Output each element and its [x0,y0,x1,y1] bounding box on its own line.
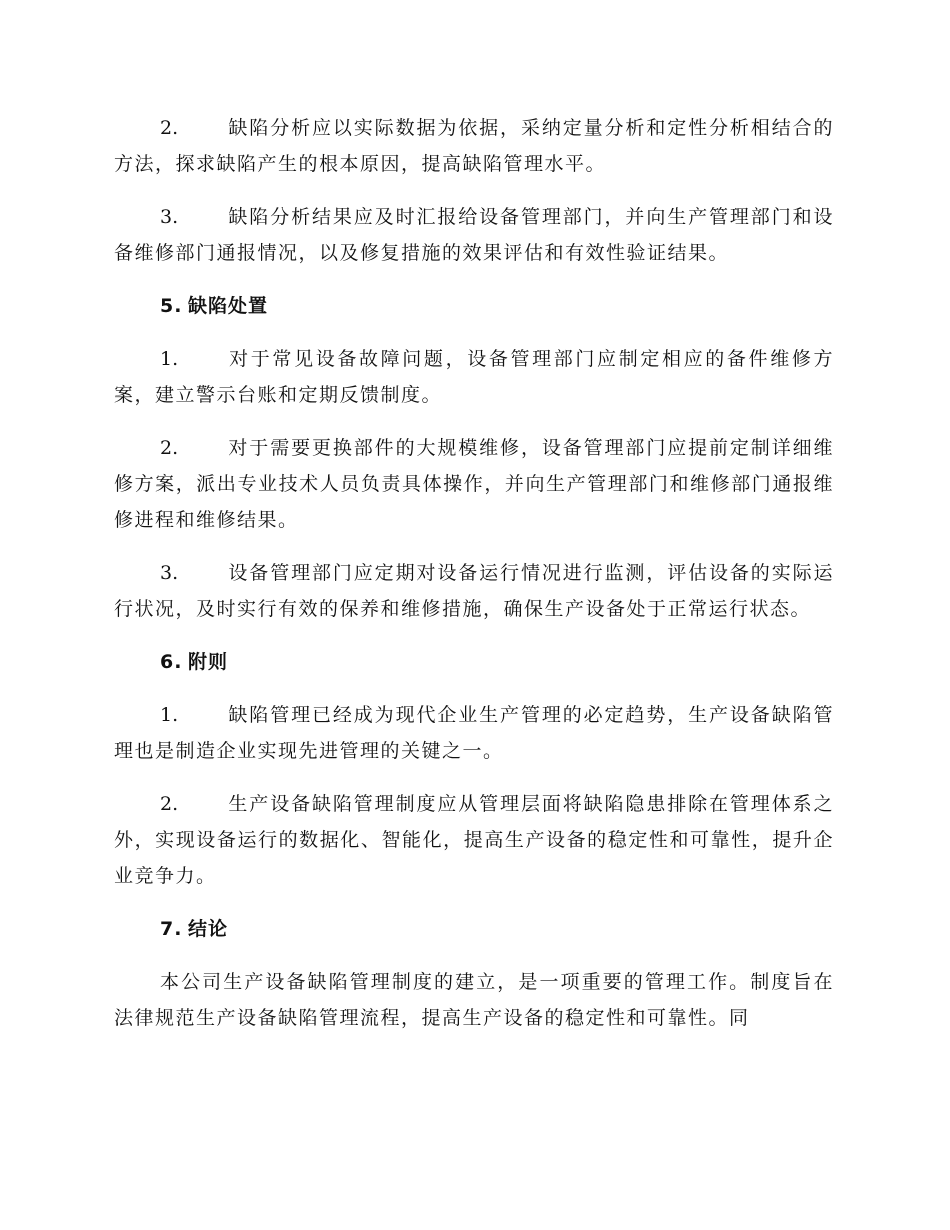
list-item [114,110,834,182]
list-item [114,341,834,413]
item-number: 2. [160,793,179,815]
item-text: 生产设备缺陷管理制度应从管理层面将缺陷隐患排除在管理体系之外，实现设备运行的数据化、智能化，提高生产设备的稳定性和可靠性，提升企业竞争力。 [114,793,834,887]
list-item [114,786,834,894]
section-title: 结论 [188,918,229,940]
section-heading [114,644,834,680]
list-item [114,199,834,271]
conclusion-paragraph: 本公司生产设备缺陷管理制度的建立，是一项重要的管理工作。制度旨在法律规范生产设备缺陷管理流程，提高生产设备的稳定性和可靠性。同 [114,971,834,1029]
item-number: 3. [160,562,179,584]
list-item [114,555,834,627]
item-text: 对于需要更换部件的大规模维修，设备管理部门应提前定制详细维修方案，派出专业技术人员负责具体操作，并向生产管理部门和维修部门通报维修进程和维修结果。 [114,437,834,531]
section-number: 6. [160,651,183,673]
list-item [114,430,834,538]
item-text: 缺陷分析结果应及时汇报给设备管理部门，并向生产管理部门和设备维修部门通报情况，以及修复措施的效果评估和有效性验证结果。 [114,206,834,264]
document-body [114,110,834,1053]
item-text: 缺陷分析应以实际数据为依据，采纳定量分析和定性分析相结合的方法，探求缺陷产生的根本原因，提高缺陷管理水平。 [114,117,834,175]
section-heading [114,911,834,947]
item-text: 对于常见设备故障问题，设备管理部门应制定相应的备件维修方案，建立警示台账和定期反馈制度。 [114,348,834,406]
section-number: 7. [160,918,183,940]
item-text: 缺陷管理已经成为现代企业生产管理的必定趋势，生产设备缺陷管理也是制造企业实现先进管理的关键之一。 [114,704,834,762]
section-heading [114,288,834,324]
item-number: 3. [160,206,179,228]
item-number: 2. [160,117,179,139]
item-number: 1. [160,348,179,370]
list-item [114,697,834,769]
item-text: 设备管理部门应定期对设备运行情况进行监测，评估设备的实际运行状况，及时实行有效的保养和维修措施，确保生产设备处于正常运行状态。 [114,562,834,620]
item-number: 2. [160,437,179,459]
section-title: 缺陷处置 [188,295,269,317]
section-number: 5. [160,295,183,317]
item-number: 1. [160,704,179,726]
section-title: 附则 [188,651,229,673]
